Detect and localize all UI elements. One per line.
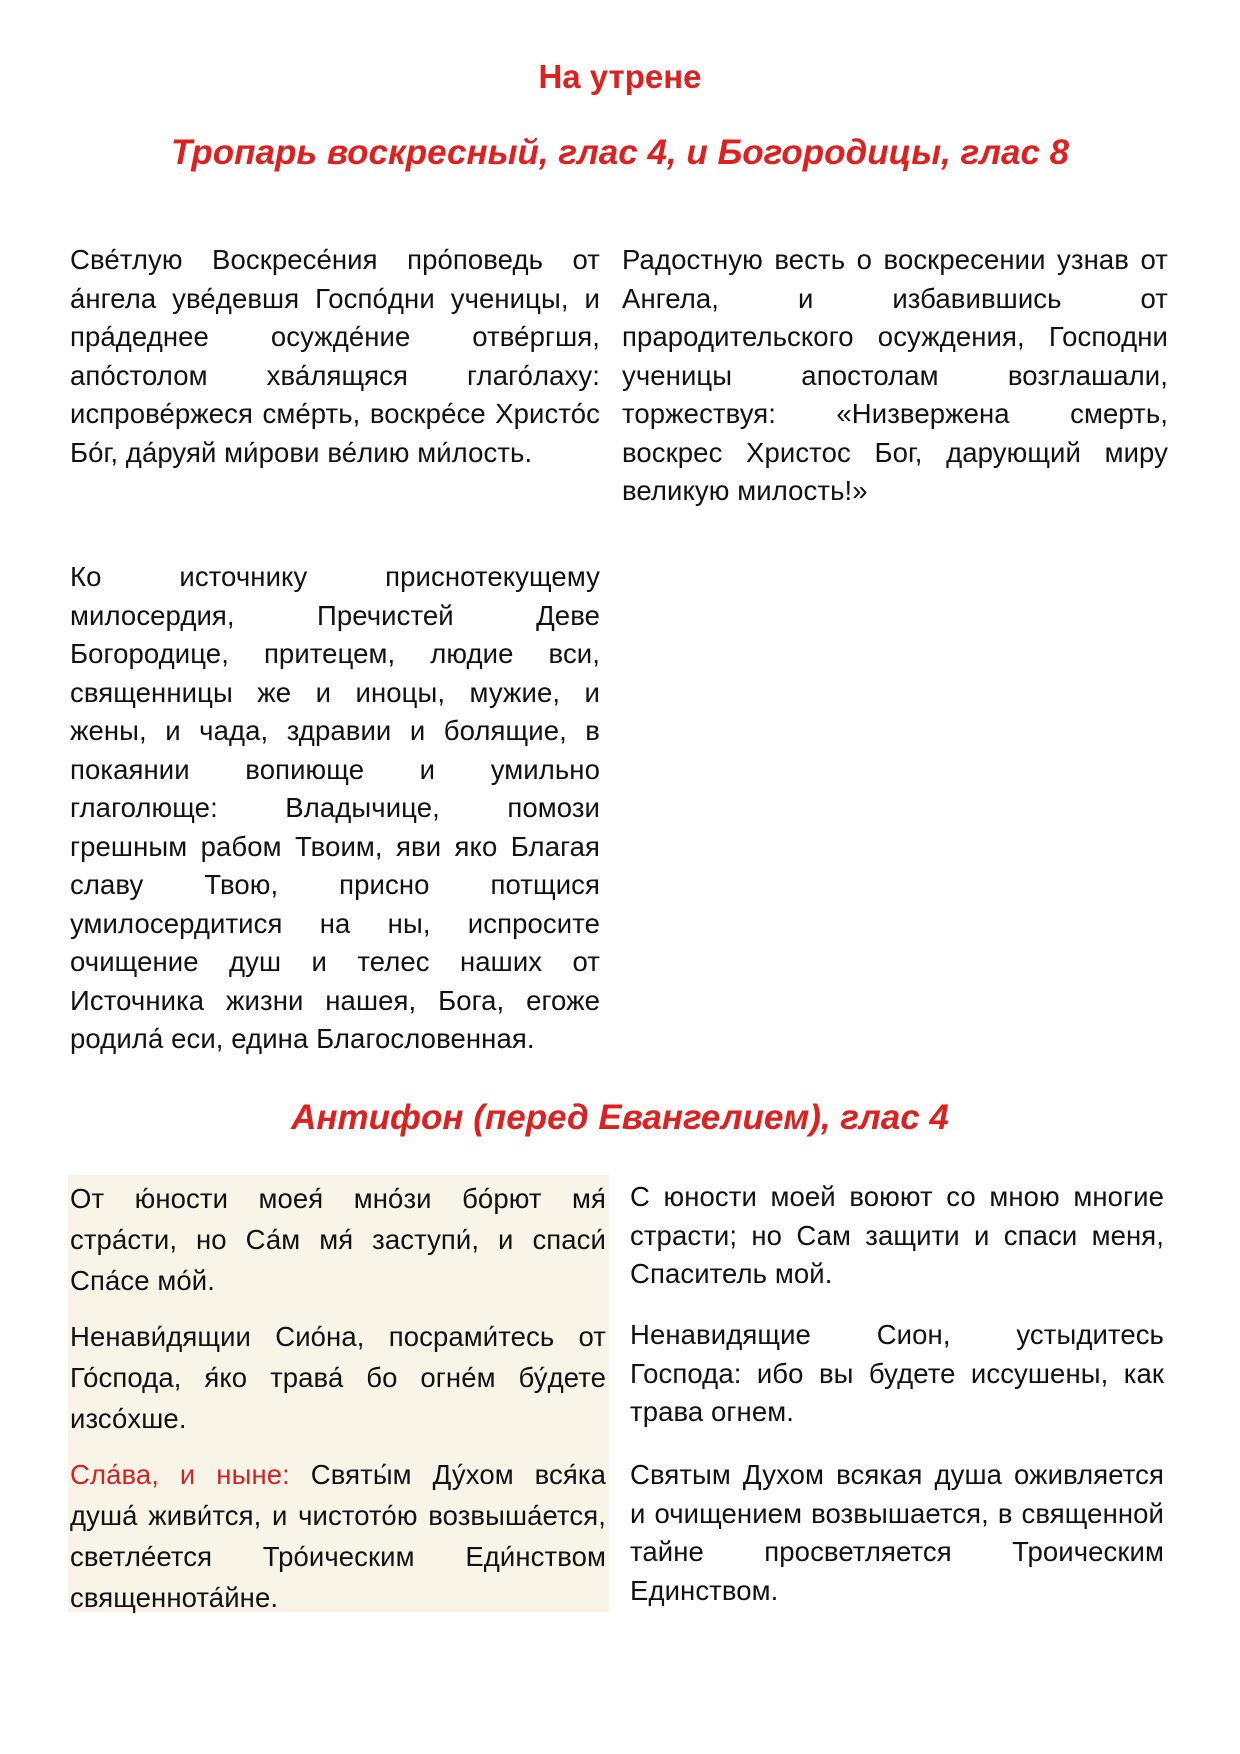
- antiphon-russian-verse-1: С юности моей воюют со мною многие страсти; но Сам защити и спаси меня, Спаситель мой.: [630, 1181, 1164, 1289]
- glory-verse-text: Святы́м Ду́хом вся́ка душа́ живи́тся, и чистото́ю возвыша́ется, светле́ется Тро́ическим Еди́нством священнота́йне.: [70, 1459, 606, 1613]
- antiphon-slavonic-verse-1: От ю́ности моея́ мно́зи бо́рют мя́ стра́сти, но Са́м мя́ заступи́, и спаси́ Спа́се мо́й.: [70, 1183, 606, 1296]
- page-title: На утрене: [538, 58, 702, 95]
- section-title-antiphon: Антифон (перед Евангелием), глас 4: [291, 1098, 949, 1137]
- theotokion-slavonic-text: Ко источнику приснотекущему милосердия, Пречистей Деве Богородице, притецем, людие вси, священницы же и иноцы, мужие, и жены, и чада, здравии и болящие, в покаянии вопиюще и умильно глаголюще: Владычице, помози грешным рабом Твоим, яви яко Благая славу Твою, присно потщися умилосердитися на ны, испросите очищение душ и телес наших от Источника жизни нашея, Бога, егоже родила́ еси, едина Благословенная.: [70, 561, 600, 1054]
- antiphon-russian-verse-2: Ненавидящие Сион, устыдитесь Господа: ибо вы будете иссушены, как трава огнем.: [630, 1319, 1164, 1427]
- antiphon-slavonic-verse-2: Ненави́дящии Сио́на, посрами́тесь от Го́спода, я́ко трава́ бо огне́м бу́дете изсо́хше.: [70, 1321, 606, 1434]
- section-title-troparion: Тропарь воскресный, глас 4, и Богородицы, глас 8: [170, 133, 1070, 172]
- antiphon-russian-verse-3: Святым Духом всякая душа оживляется и очищением возвышается, в священной тайне просветляется Троическим Единством.: [630, 1459, 1164, 1606]
- antiphon-slavonic-verse-3: [70, 1454, 606, 1618]
- glory-rubric: Сла́ва, и ныне:: [70, 1459, 290, 1490]
- troparion-russian-text: Радостную весть о воскресении узнав от Ангела, и избавившись от прародительского осуждения, Господни ученицы апостолам возглашали, торжествуя: «Низвержена смерть, воскрес Христос Бог, дарующий миру великую милость!»: [622, 244, 1168, 506]
- troparion-slavonic-text: Све́тлую Воскресе́ния про́поведь от а́нгела уве́девшя Госпо́дни ученицы, и пра́деднее осужде́ние отве́ргшя, апо́столом хва́лящяся глаго́лаху: испрове́ржеся сме́рть, воскре́се Христо́с Бо́г, да́руяй ми́рови ве́лию ми́лость.: [70, 244, 600, 468]
